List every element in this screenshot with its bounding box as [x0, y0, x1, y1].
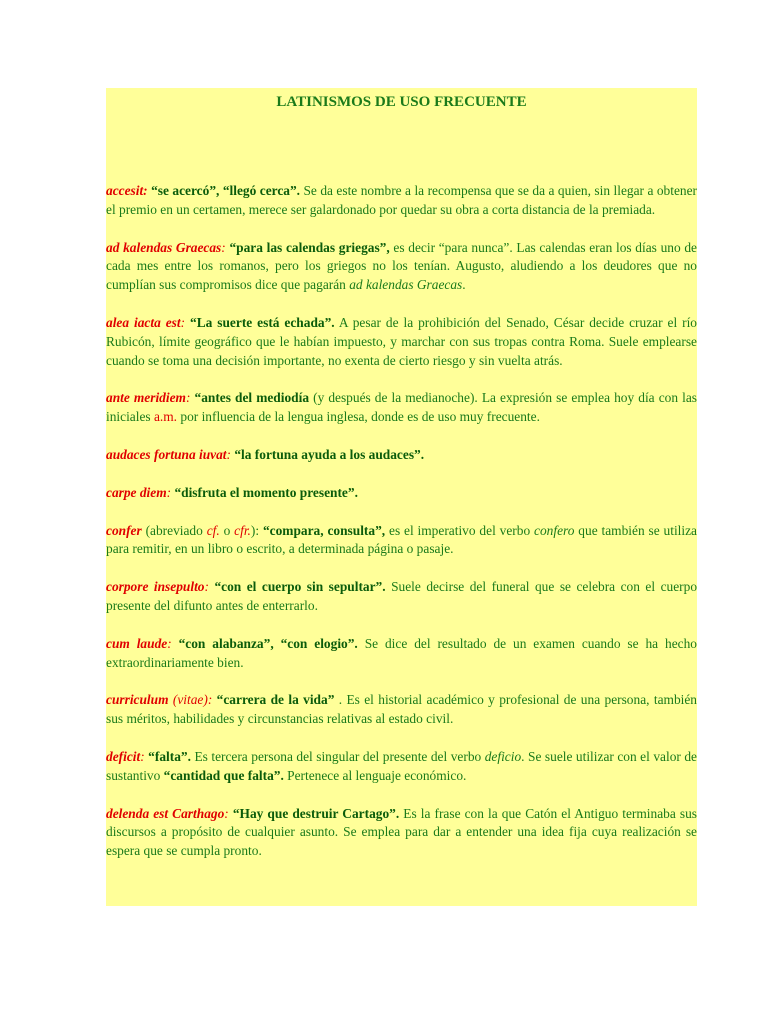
explanation: Es tercera persona del singular del presente del verbo: [190, 748, 485, 764]
entry-alea-iacta-est: [106, 314, 697, 370]
entry-delenda-est-carthago: [106, 805, 697, 861]
explanation: . Se suele utilizar con el valor de sustantivo: [106, 748, 697, 783]
entry-accesit: [106, 182, 697, 220]
latin-term: alea iacta est: [106, 314, 181, 330]
term-separator: :: [226, 446, 231, 462]
latin-term: audaces fortuna iuvat: [106, 446, 227, 462]
term-separator: :: [140, 748, 145, 764]
verb: confero: [534, 522, 575, 538]
translation-secondary: “cantidad que falta”.: [163, 767, 284, 783]
entry-cum-laude: [106, 635, 697, 673]
explanation: es decir “para nunca”. Las calendas eran los días uno de cada mes entre los romanos, pero los griegos no los tenían. Augusto, aludiendo a los deudores que no cumplían sus compromisos dice que pagarán: [106, 239, 698, 293]
entry-carpe-diem: [106, 484, 697, 503]
term-separator: :: [224, 805, 229, 821]
translation: “se acercó”, “llegó cerca”.: [147, 183, 301, 198]
translation: “para las calendas griegas”,: [225, 239, 390, 255]
term-separator: :: [185, 390, 191, 406]
verb: deficio: [484, 748, 522, 764]
explanation-end: Pertenece al lenguaje económico.: [283, 767, 467, 783]
term-separator: :: [166, 484, 172, 500]
term-separator: :: [167, 635, 172, 651]
latin-term: accesit:: [106, 183, 148, 198]
explanation: Se dice del resultado de un examen cuando se ha hecho extraordinariamente bien.: [106, 635, 697, 670]
entry-list: [106, 182, 697, 880]
explanation: . Es el historial académico y profesional de una persona, también sus méritos, habilidades y circunstancias relativas al estado civil.: [106, 692, 697, 727]
translation: “con el cuerpo sin sepultar”.: [208, 579, 386, 595]
abbreviation: cf.: [206, 522, 220, 538]
term-separator: :: [221, 239, 226, 255]
translation: “carrera de la vida”: [212, 692, 335, 708]
entry-ad-kalendas-graecas: [106, 239, 697, 295]
latin-term: curriculum: [106, 692, 169, 708]
term-note: (vitae): [168, 692, 208, 708]
translation: “Hay que destruir Cartago”.: [228, 805, 400, 821]
entry-curriculum: [106, 691, 697, 729]
explanation: Es la frase con la que Catón el Antiguo terminaba sus discursos a propósito de cualquier asunto. Se emplea para dar a entender una idea fija cuya realización se espera que se cumpla pronto.: [106, 805, 697, 859]
page-title: LATINISMOS DE USO FRECUENTE: [276, 94, 527, 110]
latin-term: delenda est Carthago: [106, 805, 225, 821]
translation: “compara, consulta”,: [262, 522, 386, 538]
entry-ante-meridiem: [106, 389, 697, 427]
explanation: Suele decirse del funeral que se celebra con el cuerpo presente del difunto antes de enterrarlo.: [106, 579, 698, 613]
conjunction: o: [219, 522, 235, 538]
abbreviation: cfr.: [234, 522, 251, 538]
latin-term: carpe diem: [106, 484, 167, 500]
translation: “falta”.: [144, 748, 191, 764]
latin-term: deficit: [106, 748, 141, 764]
explanation: A pesar de la prohibición del Senado, César decide cruzar el río Rubicón, límite geográfico que le habían impuesto, y marchar con sus tropas contra Roma. Suele emplearse cuando se toma una decisión importante, no exenta de cierto riesgo y sin vuelta atrás.: [106, 314, 697, 368]
term-separator: :: [204, 579, 209, 595]
translation: “disfruta el momento presente”.: [171, 484, 358, 500]
latin-term: ante meridiem: [106, 390, 186, 406]
document-page: [106, 88, 697, 906]
explanation: es el imperativo del verbo: [385, 522, 535, 538]
entry-audaces-fortuna-iuvat: [106, 446, 697, 465]
punctuation: ):: [250, 522, 263, 538]
explanation: (y después de la medianoche). La expresión se emplea hoy día con las iniciales: [106, 390, 697, 425]
term-separator: :: [180, 314, 186, 330]
entry-deficit: [106, 748, 697, 786]
entry-corpore-insepulto: [106, 578, 697, 616]
term-separator: :: [207, 692, 213, 708]
abbreviation: a.m.: [153, 409, 178, 425]
explanation: (abreviado: [141, 522, 207, 538]
latin-term: corpore insepulto: [106, 579, 205, 595]
translation: “La suerte está echada”.: [185, 314, 335, 330]
explanation: Se da este nombre a la recompensa que se da a quien, sin llegar a obtener el premio en un certamen, merece ser galardonado por quedar su obra a corta distancia de la premiada.: [106, 183, 697, 217]
latin-term: cum laude: [106, 635, 168, 651]
latin-term: confer: [106, 522, 142, 538]
italic-phrase: ad kalendas Graecas: [349, 277, 463, 293]
explanation-end: por influencia de la lengua inglesa, donde es de uso muy frecuente.: [177, 409, 540, 425]
explanation-end: que también se utiliza para remitir, en un libro o escrito, a determinada página o pasaje.: [106, 522, 697, 557]
translation: “con alabanza”, “con elogio”.: [171, 635, 358, 651]
entry-confer: [106, 522, 697, 560]
translation: “la fortuna ayuda a los audaces”.: [231, 446, 425, 462]
period: .: [462, 277, 466, 293]
latin-term: ad kalendas Graecas: [106, 239, 222, 255]
translation: “antes del mediodía: [190, 390, 310, 406]
